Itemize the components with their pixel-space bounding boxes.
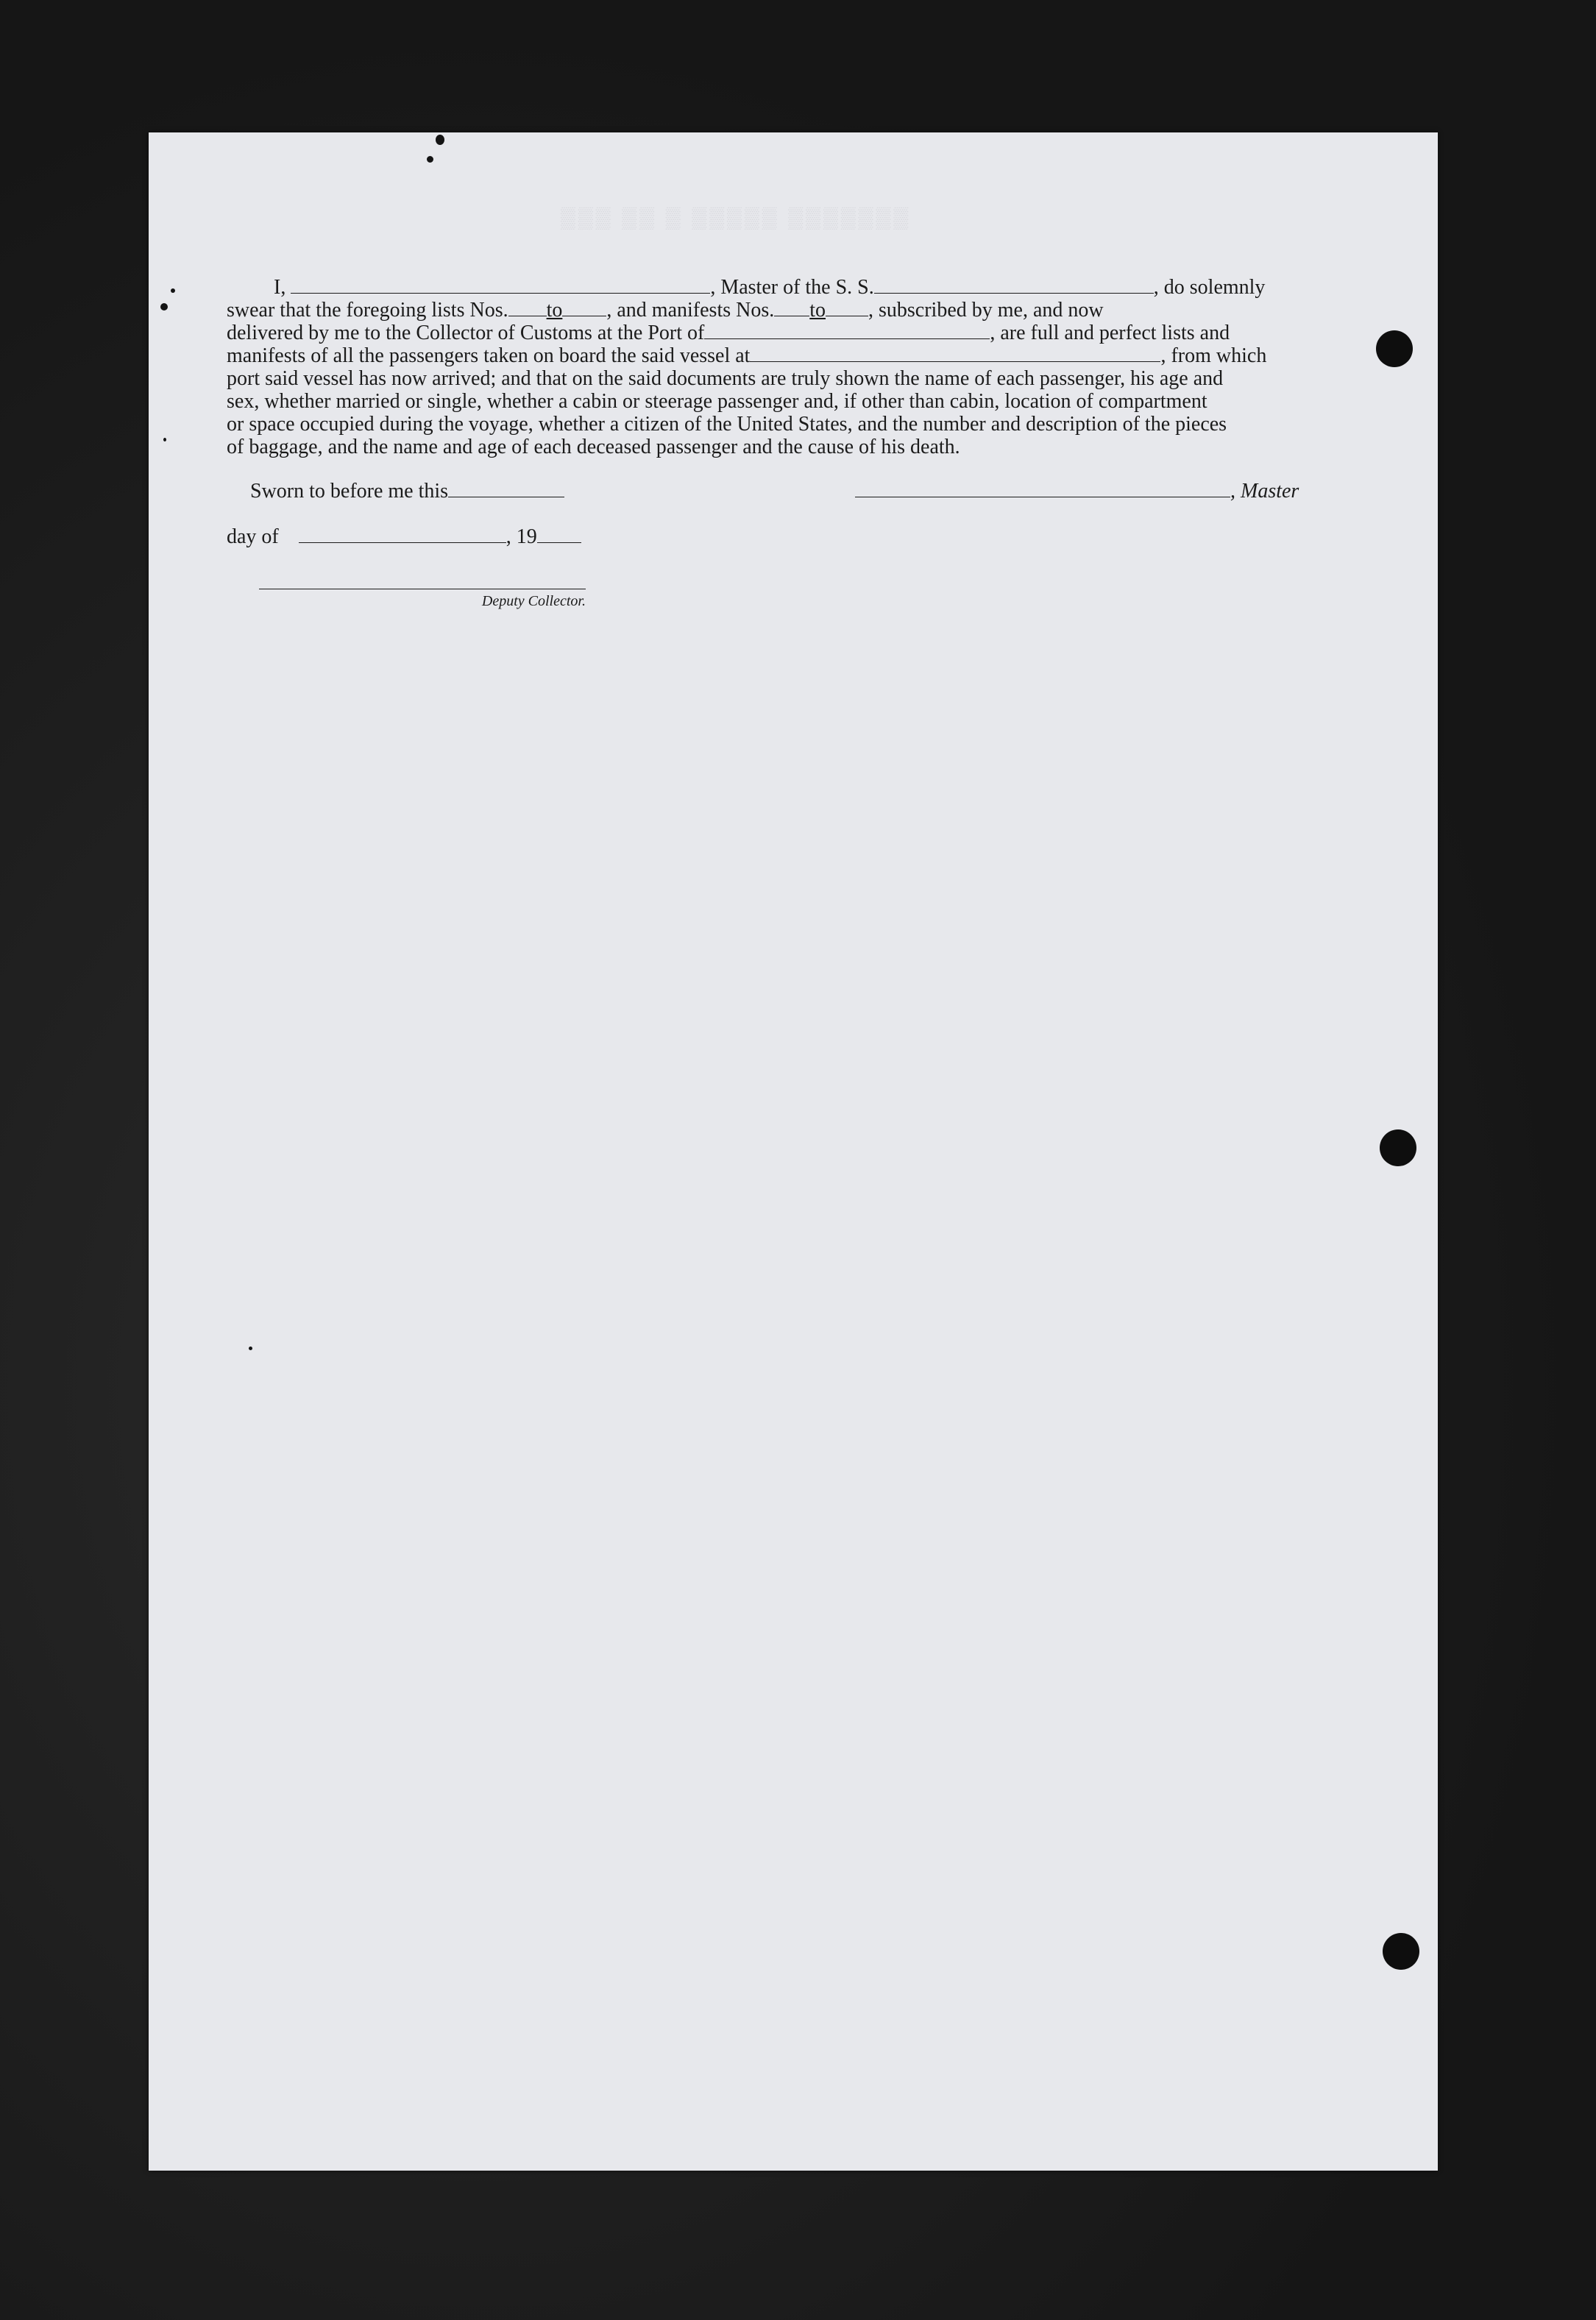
master-name-blank[interactable] — [291, 278, 710, 294]
year-blank[interactable] — [537, 528, 581, 543]
oath-text: delivered by me to the Collector of Customs at the Port of — [227, 322, 705, 344]
boarding-port-blank[interactable] — [750, 347, 1160, 362]
scan-speck — [436, 135, 444, 145]
oath-text: , from which — [1160, 344, 1267, 367]
month-blank[interactable] — [299, 528, 506, 543]
master-signature-blank[interactable] — [855, 482, 1230, 497]
oath-text: manifests of all the passengers taken on board the said vessel at — [227, 344, 751, 367]
scan-speck — [171, 288, 175, 293]
day-of-label: day of — [227, 525, 279, 548]
oath-line-6 — [227, 390, 1308, 413]
punch-hole-middle — [1380, 1129, 1416, 1166]
bleed-through-heading: ▒▒▒ ▒▒ ▒ ▒▒▒▒▒ ▒▒▒▒▒▒▒ — [561, 206, 912, 229]
oath-line-3 — [227, 322, 1308, 344]
oath-text: , are full and perfect lists and — [990, 322, 1230, 344]
oath-line-5 — [227, 367, 1308, 390]
master-label: , Master — [1230, 480, 1299, 503]
oath-text: to — [809, 299, 826, 322]
oath-text: , do solemnly — [1153, 276, 1266, 299]
sworn-label: Sworn to before me this — [250, 480, 449, 503]
oath-line-2 — [227, 299, 1308, 322]
oath-text: or space occupied during the voyage, whether a citizen of the United States, and the number and description of the pieces — [227, 413, 1227, 436]
oath-text: of baggage, and the name and age of each deceased passenger and the cause of his death. — [227, 436, 960, 458]
oath-line-7 — [227, 413, 1308, 436]
ship-name-blank[interactable] — [874, 278, 1154, 294]
oath-text: , subscribed by me, and now — [868, 299, 1104, 322]
deputy-collector-label: Deputy Collector. — [481, 593, 586, 609]
oath-line-1 — [227, 276, 1308, 299]
oath-line-8 — [227, 436, 1308, 458]
oath-text: , and manifests Nos. — [606, 299, 775, 322]
master-signature-row — [855, 480, 1299, 503]
lists-to-blank[interactable] — [562, 301, 606, 316]
scan-speck — [249, 1347, 252, 1350]
oath-line-4 — [227, 344, 1308, 367]
manifests-from-blank[interactable] — [774, 301, 809, 316]
sworn-day-blank[interactable] — [448, 482, 564, 497]
day-row — [227, 525, 581, 549]
scan-speck — [163, 438, 166, 441]
year-prefix: , 19 — [506, 525, 537, 548]
lists-from-blank[interactable] — [508, 301, 547, 316]
oath-text: I, — [274, 276, 291, 299]
oath-text: sex, whether married or single, whether a cabin or steerage passenger and, if other than cabin, location of compartment — [227, 390, 1207, 413]
oath-text: to — [546, 299, 563, 322]
oath-text: , Master of the S. S. — [710, 276, 874, 299]
oath-text: swear that the foregoing lists Nos. — [227, 299, 508, 322]
scan-speck — [427, 156, 433, 163]
sworn-row — [250, 480, 564, 503]
scan-speck — [160, 303, 168, 311]
oath-paragraph — [227, 276, 1308, 458]
oath-text: port said vessel has now arrived; and that on the said documents are truly shown the name of each passenger, his age and — [227, 367, 1224, 390]
punch-hole-bottom — [1383, 1933, 1419, 1970]
manifests-to-blank[interactable] — [826, 301, 868, 316]
port-blank[interactable] — [704, 324, 990, 339]
punch-hole-top — [1376, 330, 1413, 367]
